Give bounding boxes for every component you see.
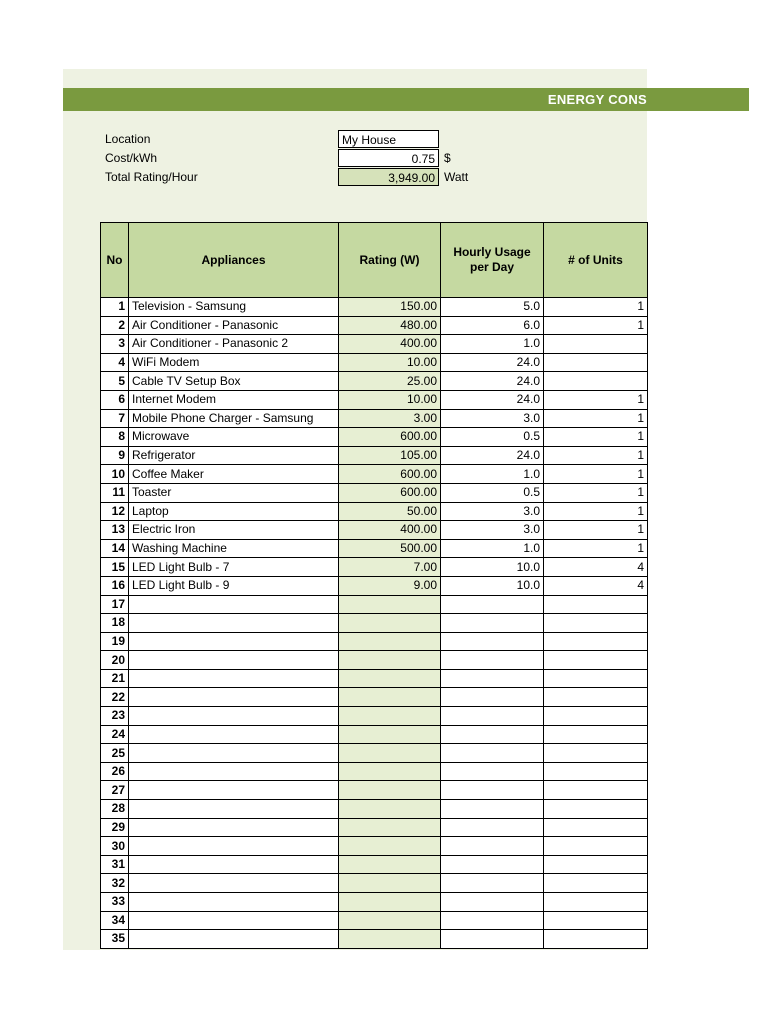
- hourly-usage-cell[interactable]: 1.0: [441, 335, 544, 354]
- row-number-cell[interactable]: 31: [101, 855, 129, 874]
- page-title: ENERGY CONS: [547, 92, 647, 107]
- table-row: [101, 372, 648, 391]
- table-row: [101, 390, 648, 409]
- units-cell[interactable]: 1: [544, 390, 648, 409]
- units-cell[interactable]: [544, 893, 648, 912]
- appliance-cell[interactable]: [129, 614, 339, 633]
- units-cell[interactable]: [544, 837, 648, 856]
- hourly-usage-cell[interactable]: 6.0: [441, 316, 544, 335]
- row-number-cell[interactable]: 4: [101, 353, 129, 372]
- rating-cell[interactable]: [339, 707, 441, 726]
- row-number-cell[interactable]: 17: [101, 595, 129, 614]
- table-row: [101, 707, 648, 726]
- units-cell[interactable]: [544, 707, 648, 726]
- appliance-cell[interactable]: Washing Machine: [129, 539, 339, 558]
- table-row: [101, 818, 648, 837]
- row-number-cell[interactable]: 18: [101, 614, 129, 633]
- row-number-cell[interactable]: 5: [101, 372, 129, 391]
- units-cell[interactable]: [544, 874, 648, 893]
- units-cell[interactable]: 1: [544, 465, 648, 484]
- units-cell[interactable]: 4: [544, 558, 648, 577]
- appliance-cell[interactable]: [129, 893, 339, 912]
- appliance-cell[interactable]: [129, 688, 339, 707]
- units-cell[interactable]: [544, 855, 648, 874]
- hourly-usage-cell[interactable]: [441, 893, 544, 912]
- hourly-usage-cell[interactable]: 5.0: [441, 298, 544, 317]
- title-band: [63, 88, 749, 111]
- table-row: [101, 558, 648, 577]
- table-row: [101, 521, 648, 540]
- table-row: [101, 725, 648, 744]
- appliance-cell[interactable]: [129, 744, 339, 763]
- table-row: [101, 576, 648, 595]
- units-cell[interactable]: [544, 800, 648, 819]
- hourly-usage-cell[interactable]: [441, 744, 544, 763]
- row-number-cell[interactable]: 15: [101, 558, 129, 577]
- table-row: [101, 837, 648, 856]
- header-rating[interactable]: Rating (W): [339, 223, 441, 298]
- table-row: [101, 298, 648, 317]
- table-row: [101, 800, 648, 819]
- rating-cell[interactable]: 9.00: [339, 576, 441, 595]
- rating-cell[interactable]: [339, 781, 441, 800]
- appliance-cell[interactable]: Air Conditioner - Panasonic 2: [129, 335, 339, 354]
- appliance-cell[interactable]: [129, 800, 339, 819]
- appliance-cell[interactable]: [129, 855, 339, 874]
- units-cell[interactable]: 1: [544, 298, 648, 317]
- cost-cell[interactable]: 0.75: [338, 149, 439, 167]
- rating-cell[interactable]: [339, 762, 441, 781]
- hourly-usage-cell[interactable]: [441, 651, 544, 670]
- rating-cell[interactable]: [339, 893, 441, 912]
- hourly-usage-cell[interactable]: [441, 837, 544, 856]
- hourly-usage-cell[interactable]: 0.5: [441, 428, 544, 447]
- row-number-cell[interactable]: 27: [101, 781, 129, 800]
- row-number-cell[interactable]: 24: [101, 725, 129, 744]
- header-units[interactable]: # of Units: [544, 223, 648, 298]
- row-number-cell[interactable]: 19: [101, 632, 129, 651]
- appliance-cell[interactable]: [129, 632, 339, 651]
- units-cell[interactable]: 1: [544, 502, 648, 521]
- appliance-cell[interactable]: Electric Iron: [129, 521, 339, 540]
- hourly-usage-cell[interactable]: [441, 669, 544, 688]
- hourly-usage-cell[interactable]: [441, 614, 544, 633]
- units-cell[interactable]: 1: [544, 521, 648, 540]
- rating-cell[interactable]: [339, 725, 441, 744]
- hourly-usage-cell[interactable]: 24.0: [441, 390, 544, 409]
- units-cell[interactable]: [544, 781, 648, 800]
- rating-cell[interactable]: [339, 595, 441, 614]
- rating-cell[interactable]: 150.00: [339, 298, 441, 317]
- table-row: [101, 316, 648, 335]
- rating-cell[interactable]: 600.00: [339, 428, 441, 447]
- row-number-cell[interactable]: 13: [101, 521, 129, 540]
- row-number-cell[interactable]: 35: [101, 930, 129, 949]
- rating-cell[interactable]: 480.00: [339, 316, 441, 335]
- units-cell[interactable]: 4: [544, 576, 648, 595]
- row-number-cell[interactable]: 14: [101, 539, 129, 558]
- row-number-cell[interactable]: 23: [101, 707, 129, 726]
- units-cell[interactable]: [544, 930, 648, 949]
- appliance-cell[interactable]: Toaster: [129, 483, 339, 502]
- hourly-usage-cell[interactable]: 10.0: [441, 576, 544, 595]
- appliance-cell[interactable]: Coffee Maker: [129, 465, 339, 484]
- appliance-cell[interactable]: [129, 874, 339, 893]
- table-row: [101, 930, 648, 949]
- rating-cell[interactable]: [339, 744, 441, 763]
- row-number-cell[interactable]: 32: [101, 874, 129, 893]
- hourly-usage-cell[interactable]: [441, 725, 544, 744]
- table-row: [101, 911, 648, 930]
- table-row: [101, 744, 648, 763]
- row-number-cell[interactable]: 33: [101, 893, 129, 912]
- rating-cell[interactable]: [339, 614, 441, 633]
- units-cell[interactable]: 1: [544, 483, 648, 502]
- row-number-cell[interactable]: 34: [101, 911, 129, 930]
- rating-cell[interactable]: 50.00: [339, 502, 441, 521]
- table-row: [101, 781, 648, 800]
- total-rating-label: Total Rating/Hour: [105, 170, 198, 184]
- appliance-cell[interactable]: LED Light Bulb - 7: [129, 558, 339, 577]
- hourly-usage-cell[interactable]: [441, 688, 544, 707]
- row-number-cell[interactable]: 25: [101, 744, 129, 763]
- appliance-cell[interactable]: Laptop: [129, 502, 339, 521]
- table-header-row: [101, 223, 648, 298]
- units-cell[interactable]: [544, 651, 648, 670]
- appliance-cell[interactable]: [129, 762, 339, 781]
- appliance-table: [100, 222, 648, 949]
- rating-cell[interactable]: [339, 818, 441, 837]
- row-number-cell[interactable]: 22: [101, 688, 129, 707]
- rating-cell[interactable]: 600.00: [339, 483, 441, 502]
- rating-cell[interactable]: [339, 930, 441, 949]
- table-row: [101, 669, 648, 688]
- units-cell[interactable]: [544, 725, 648, 744]
- row-number-cell[interactable]: 11: [101, 483, 129, 502]
- row-number-cell[interactable]: 1: [101, 298, 129, 317]
- appliance-cell[interactable]: [129, 818, 339, 837]
- units-cell[interactable]: [544, 911, 648, 930]
- row-number-cell[interactable]: 2: [101, 316, 129, 335]
- table-row: [101, 855, 648, 874]
- units-cell[interactable]: [544, 818, 648, 837]
- hourly-usage-cell[interactable]: 1.0: [441, 465, 544, 484]
- units-cell[interactable]: [544, 744, 648, 763]
- table-row: [101, 409, 648, 428]
- hourly-usage-cell[interactable]: [441, 874, 544, 893]
- units-cell[interactable]: [544, 353, 648, 372]
- hourly-usage-cell[interactable]: [441, 707, 544, 726]
- units-cell[interactable]: 1: [544, 428, 648, 447]
- row-number-cell[interactable]: 9: [101, 446, 129, 465]
- rating-cell[interactable]: [339, 837, 441, 856]
- table-row: [101, 762, 648, 781]
- cost-label: Cost/kWh: [105, 151, 158, 165]
- rating-cell[interactable]: 10.00: [339, 353, 441, 372]
- units-cell[interactable]: 1: [544, 409, 648, 428]
- table-row: [101, 651, 648, 670]
- appliance-cell[interactable]: [129, 930, 339, 949]
- rating-cell[interactable]: 400.00: [339, 521, 441, 540]
- header-appliances[interactable]: Appliances: [129, 223, 339, 298]
- row-number-cell[interactable]: 29: [101, 818, 129, 837]
- units-cell[interactable]: 1: [544, 446, 648, 465]
- header-hourly-usage[interactable]: Hourly Usage per Day: [441, 223, 544, 298]
- units-cell[interactable]: [544, 372, 648, 391]
- hourly-usage-cell[interactable]: [441, 911, 544, 930]
- rating-cell[interactable]: 600.00: [339, 465, 441, 484]
- table-row: [101, 465, 648, 484]
- appliance-cell[interactable]: [129, 725, 339, 744]
- rating-cell[interactable]: 25.00: [339, 372, 441, 391]
- row-number-cell[interactable]: 3: [101, 335, 129, 354]
- row-number-cell[interactable]: 30: [101, 837, 129, 856]
- table-row: [101, 446, 648, 465]
- appliance-cell[interactable]: Cable TV Setup Box: [129, 372, 339, 391]
- rating-cell[interactable]: [339, 800, 441, 819]
- table-row: [101, 688, 648, 707]
- units-cell[interactable]: [544, 335, 648, 354]
- hourly-usage-cell[interactable]: 0.5: [441, 483, 544, 502]
- appliance-cell[interactable]: [129, 669, 339, 688]
- total-rating-unit: Watt: [444, 170, 469, 184]
- table-row: [101, 353, 648, 372]
- rating-cell[interactable]: [339, 669, 441, 688]
- rating-cell[interactable]: [339, 632, 441, 651]
- table-row: [101, 893, 648, 912]
- rating-cell[interactable]: 400.00: [339, 335, 441, 354]
- hourly-usage-cell[interactable]: [441, 818, 544, 837]
- units-cell[interactable]: [544, 762, 648, 781]
- appliance-cell[interactable]: LED Light Bulb - 9: [129, 576, 339, 595]
- rating-cell[interactable]: 7.00: [339, 558, 441, 577]
- appliance-cell[interactable]: Mobile Phone Charger - Samsung: [129, 409, 339, 428]
- table-row: [101, 614, 648, 633]
- row-number-cell[interactable]: 28: [101, 800, 129, 819]
- hourly-usage-cell[interactable]: [441, 632, 544, 651]
- row-number-cell[interactable]: 7: [101, 409, 129, 428]
- appliance-cell[interactable]: [129, 707, 339, 726]
- units-cell[interactable]: 1: [544, 316, 648, 335]
- appliance-cell[interactable]: [129, 651, 339, 670]
- location-cell[interactable]: My House: [338, 130, 439, 148]
- location-label: Location: [105, 132, 151, 146]
- appliance-cell[interactable]: Air Conditioner - Panasonic: [129, 316, 339, 335]
- header-no[interactable]: No: [101, 223, 129, 298]
- rating-cell[interactable]: [339, 651, 441, 670]
- units-cell[interactable]: [544, 595, 648, 614]
- table-row: [101, 874, 648, 893]
- appliance-cell[interactable]: Television - Samsung: [129, 298, 339, 317]
- rating-cell[interactable]: [339, 688, 441, 707]
- table-row: [101, 428, 648, 447]
- table-row: [101, 335, 648, 354]
- hourly-usage-cell[interactable]: 24.0: [441, 372, 544, 391]
- appliance-cell[interactable]: [129, 911, 339, 930]
- rating-cell[interactable]: 105.00: [339, 446, 441, 465]
- table-body: [101, 298, 648, 949]
- units-cell[interactable]: 1: [544, 539, 648, 558]
- row-number-cell[interactable]: 10: [101, 465, 129, 484]
- total-rating-cell[interactable]: 3,949.00: [338, 168, 439, 186]
- hourly-usage-cell[interactable]: 1.0: [441, 539, 544, 558]
- appliance-cell[interactable]: Microwave: [129, 428, 339, 447]
- table-row: [101, 539, 648, 558]
- row-number-cell[interactable]: 12: [101, 502, 129, 521]
- rating-cell[interactable]: [339, 874, 441, 893]
- hourly-usage-cell[interactable]: [441, 800, 544, 819]
- row-number-cell[interactable]: 20: [101, 651, 129, 670]
- rating-cell[interactable]: [339, 911, 441, 930]
- units-cell[interactable]: [544, 614, 648, 633]
- units-cell[interactable]: [544, 632, 648, 651]
- row-number-cell[interactable]: 26: [101, 762, 129, 781]
- appliance-cell[interactable]: [129, 781, 339, 800]
- appliance-cell[interactable]: Refrigerator: [129, 446, 339, 465]
- appliance-cell[interactable]: [129, 595, 339, 614]
- rating-cell[interactable]: 10.00: [339, 390, 441, 409]
- row-number-cell[interactable]: 6: [101, 390, 129, 409]
- hourly-usage-cell[interactable]: [441, 762, 544, 781]
- hourly-usage-cell[interactable]: [441, 930, 544, 949]
- hourly-usage-cell[interactable]: 3.0: [441, 409, 544, 428]
- units-cell[interactable]: [544, 669, 648, 688]
- table-row: [101, 502, 648, 521]
- hourly-usage-cell[interactable]: 10.0: [441, 558, 544, 577]
- row-number-cell[interactable]: 16: [101, 576, 129, 595]
- rating-cell[interactable]: 500.00: [339, 539, 441, 558]
- cost-unit: $: [444, 151, 451, 165]
- row-number-cell[interactable]: 8: [101, 428, 129, 447]
- hourly-usage-cell[interactable]: [441, 595, 544, 614]
- table-row: [101, 483, 648, 502]
- appliance-cell[interactable]: [129, 837, 339, 856]
- rating-cell[interactable]: 3.00: [339, 409, 441, 428]
- rating-cell[interactable]: [339, 855, 441, 874]
- units-cell[interactable]: [544, 688, 648, 707]
- hourly-usage-cell[interactable]: 24.0: [441, 353, 544, 372]
- hourly-usage-cell[interactable]: 3.0: [441, 521, 544, 540]
- hourly-usage-cell[interactable]: [441, 781, 544, 800]
- appliance-cell[interactable]: WiFi Modem: [129, 353, 339, 372]
- hourly-usage-cell[interactable]: 3.0: [441, 502, 544, 521]
- appliance-cell[interactable]: Internet Modem: [129, 390, 339, 409]
- table-row: [101, 595, 648, 614]
- table-row: [101, 632, 648, 651]
- hourly-usage-cell[interactable]: 24.0: [441, 446, 544, 465]
- hourly-usage-cell[interactable]: [441, 855, 544, 874]
- row-number-cell[interactable]: 21: [101, 669, 129, 688]
